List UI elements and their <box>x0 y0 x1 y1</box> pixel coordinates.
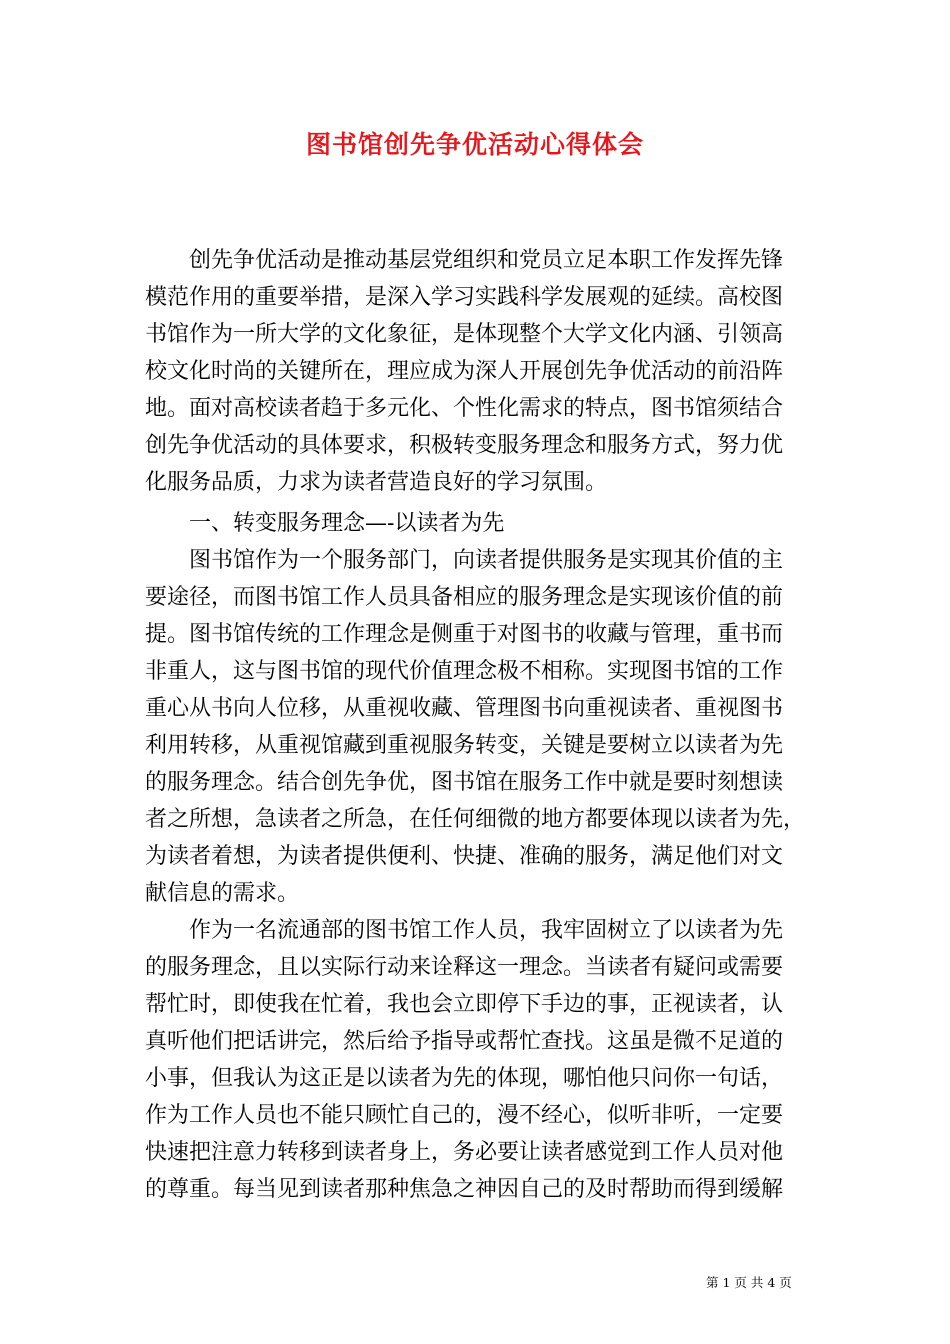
text-line: 献信息的需求。 <box>145 881 300 906</box>
text-line: 的服务理念，且以实际行动来诠释这一理念。当读者有疑问或需要 <box>145 955 784 980</box>
text-line: 化服务品质，力求为读者营造良好的学习氛围。 <box>145 470 608 495</box>
text-line: 提。图书馆传统的工作理念是侧重于对图书的收藏与管理，重书而 <box>145 622 784 647</box>
text-line: 作为工作人员也不能只顾忙自己的，漫不经心，似听非听，一定要 <box>145 1103 784 1128</box>
text-line: 作为一名流通部的图书馆工作人员，我牢固树立了以读者为先 <box>189 918 784 943</box>
section-heading: 一、转变服务理念—-以读者为先 <box>189 511 505 536</box>
text-line: 为读者着想，为读者提供便利、快捷、准确的服务，满足他们对文 <box>145 844 784 869</box>
page-number: 第 1 页 共 4 页 <box>706 1275 792 1290</box>
text-line: 帮忙时，即使我在忙着，我也会立即停下手边的事，正视读者，认 <box>145 992 784 1017</box>
text-line: 创先争优活动的具体要求，积极转变服务理念和服务方式，努力优 <box>145 433 784 458</box>
text-line: 小事，但我认为这正是以读者为先的体现，哪怕他只问你一句话， <box>145 1066 784 1091</box>
text-line: 地。面对高校读者趋于多元化、个性化需求的特点，图书馆须结合 <box>145 396 784 421</box>
text-line: 快速把注意力转移到读者身上，务必要让读者感觉到工作人员对他 <box>145 1140 784 1165</box>
text-line: 利用转移，从重视馆藏到重视服务转变，关键是要树立以读者为先 <box>145 733 784 758</box>
page-title: 图书馆创先争优活动心得体会 <box>305 130 644 159</box>
text-line: 模范作用的重要举措，是深入学习实践科学发展观的延续。高校图 <box>145 285 784 310</box>
text-line: 的尊重。每当见到读者那种焦急之神因自己的及时帮助而得到缓解 <box>145 1177 784 1202</box>
text-line: 的服务理念。结合创先争优，图书馆在服务工作中就是要时刻想读 <box>145 770 784 795</box>
text-line: 者之所想，急读者之所急，在任何细微的地方都要体现以读者为先， <box>145 807 806 832</box>
text-line: 非重人，这与图书馆的现代价值理念极不相称。实现图书馆的工作 <box>145 659 784 684</box>
text-line: 真听他们把话讲完，然后给予指导或帮忙查找。这虽是微不足道的 <box>145 1029 784 1054</box>
text-line: 重心从书向人位移，从重视收藏、管理图书向重视读者、重视图书 <box>145 696 784 721</box>
text-line: 书馆作为一所大学的文化象征，是体现整个大学文化内涵、引领高 <box>145 322 784 347</box>
text-line: 校文化时尚的关键所在，理应成为深人开展创先争优活动的前沿阵 <box>145 359 784 384</box>
text-line: 要途径，而图书馆工作人员具备相应的服务理念是实现该价值的前 <box>145 585 784 610</box>
text-line: 图书馆作为一个服务部门，向读者提供服务是实现其价值的主 <box>189 548 784 573</box>
text-line: 创先争优活动是推动基层党组织和党员立足本职工作发挥先锋 <box>189 248 784 273</box>
